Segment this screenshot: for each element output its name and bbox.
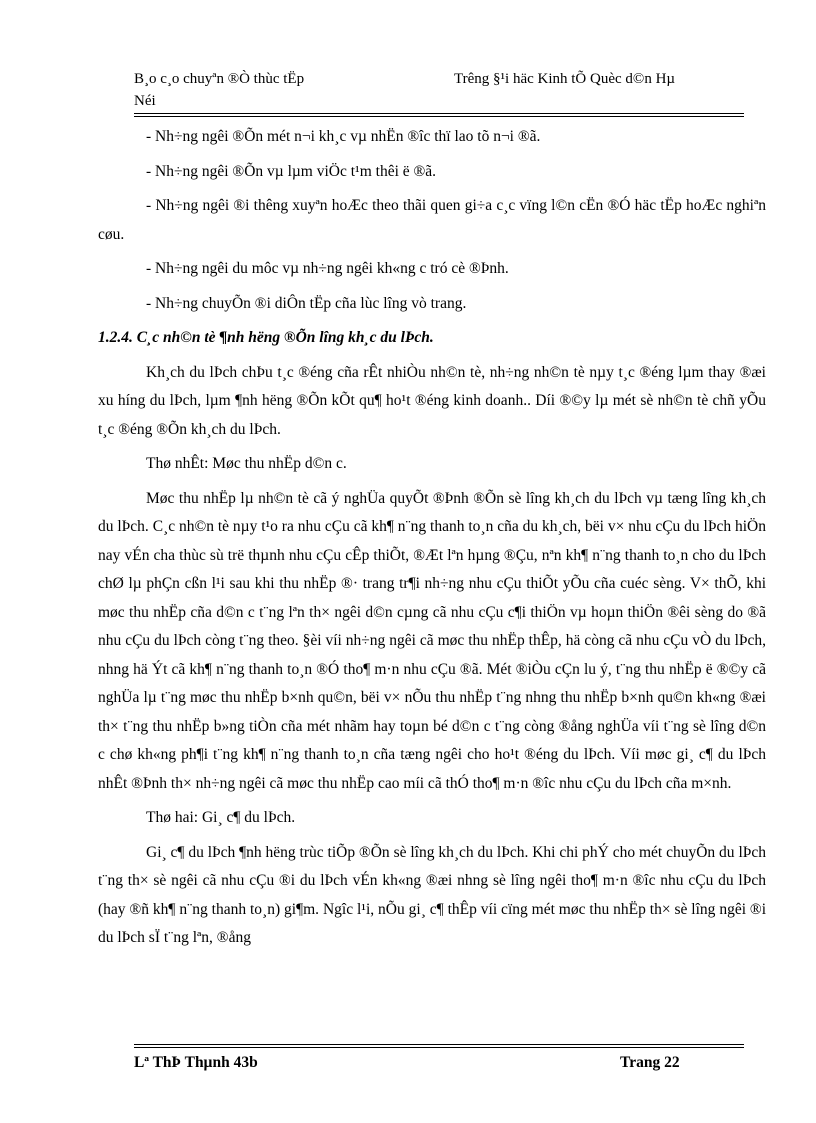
header-report-title-line1: B¸o c¸o chuyªn ®Ò thùc tËp: [134, 71, 305, 87]
document-body: [98, 123, 766, 953]
footer-rule: [134, 1044, 744, 1048]
footer-page-number: Trang 22: [620, 1054, 680, 1071]
body-paragraph: Kh¸ch du lÞch chÞu t¸c ®éng cña rÊt nhiÒu nh©n tè, nh÷ng nh©n tè nµy t¸c ®éng lµm thay ®æi xu híng du lÞch, lµm ¶nh hëng ®Õn kÕt qu¶ ho¹t ®éng kinh doanh.. Díi ®©y lµ mét sè nh©n tè chñ yÕu t¸c ®éng ®Õn kh¸ch du lÞch.: [98, 363, 766, 438]
header-rule: [134, 113, 744, 117]
bullet-item: - Nh÷ng ngêi du môc vµ nh÷ng ngêi kh«ng c tró cè ®Þnh.: [146, 260, 509, 277]
subsection-label: Thø nhÊt: Møc thu nhËp d©n c.: [146, 455, 347, 472]
subsection-label: Thø hai: Gi¸ c¶ du lÞch.: [146, 809, 296, 826]
bullet-item: - Nh÷ng ngêi ®Õn mét n¬i kh¸c vµ nhËn ®îc thï lao tõ n¬i ®ã.: [146, 128, 541, 145]
header-report-title: [134, 68, 374, 112]
bullet-item: - Nh÷ng chuyÕn ®i diÔn tËp cña lùc lîng vò trang.: [146, 294, 467, 312]
header-report-title-line2: Néi: [134, 93, 156, 109]
bullet-item: - Nh÷ng ngêi ®i thêng xuyªn hoÆc theo thãi quen gi÷a c¸c vïng l©n cËn ®Ó häc tËp hoÆc nghiªn cøu.: [98, 197, 766, 243]
footer-author: Lª ThÞ Thµnh 43b: [134, 1054, 258, 1071]
bullet-item: - Nh÷ng ngêi ®Õn vµ lµm viÖc t¹m thêi ë ®ã.: [146, 162, 437, 180]
header-university: Trêng §¹i häc Kinh tÕ Quèc d©n Hµ: [454, 71, 676, 87]
body-paragraph: Gi¸ c¶ du lÞch ¶nh hëng trùc tiÕp ®Õn sè lîng kh¸ch du lÞch. Khi chi phÝ cho mét chuyÕn du lÞch t¨ng th× sè ngêi cã nhu cÇu ®i du lÞch vÉn kh«ng ®æi nhng sè lîng ngêi tho¶ m·n ®îc nhu cÇu du lÞch (hay ®ñ kh¶ n¨ng thanh to¸n) gi¶m. Ngîc l¹i, nÕu gi¸ c¶ thÊp víi cïng mét møc thu nhËp th× sè lîng ngêi ®i du lÞch sÏ t¨ng lªn, ®ång: [98, 843, 766, 946]
section-heading: 1.2.4. C¸c nh©n tè ¶nh hëng ®Õn lîng kh¸c du lÞch.: [98, 329, 434, 346]
body-paragraph: Møc thu nhËp lµ nh©n tè cã ý nghÜa quyÕt ®Þnh ®Õn sè lîng kh¸ch du lÞch vµ tæng lîng kh¸ch du lÞch. C¸c nh©n tè nµy t¹o ra nhu cÇu cã kh¶ n¨ng thanh to¸n cña du kh¸ch, bëi v× nhu cÇu du lÞch hiÖn nay vÉn cha thùc sù trë thµnh nhu cÇu cÊp thiÕt, ®Æt lªn hµng ®Çu, nªn kh¶ n¨ng thanh to¸n cho du lÞch chØ lµ phÇn cßn l¹i sau khi thu nhËp ®· trang tr¶i nh÷ng nhu cÇu thiÕt yÕu cña cuéc sèng. V× thÕ, khi møc thu nhËp cña d©n c t¨ng lªn th× ngêi d©n cµng cã nhu cÇu c¶i thiÖn vµ hoµn thiÖn ®êi sèng do ®ã nhu cÇu du lÞch còng t¨ng theo. §èi víi nh÷ng ngêi cã møc thu nhËp thÊp, hä còng cã nhu cÇu vÒ du lÞch, nhng hä Ýt cã kh¶ n¨ng thanh to¸n ®Ó tho¶ m·n nhu cÇu ®ã. Mét ®iÒu cÇn lu ý, t¨ng thu nhËp ë ®©y cã nghÜa lµ t¨ng møc thu nhËp b×nh qu©n, bëi v× nÕu thu nhËp t¨ng nhng thu nhËp b×nh qu©n kh«ng ®æi th× t¨ng thu nhËp b»ng tiÒn cña mét nhãm hay toµn bé d©n c t¨ng còng ®ång nghÜa víi t¨ng sè lîng d©n c chø kh«ng ph¶i t¨ng kh¶ n¨ng thanh to¸n cña tæng ngêi cho ho¹t ®éng du lÞch. Víi møc gi¸ c¶ du lÞch nhÊt ®Þnh th× nh÷ng ngêi cã møc thu nhËp cao míi cã thÓ tho¶ m·n ®îc nhu cÇu du lÞch cña m×nh.: [98, 489, 766, 792]
